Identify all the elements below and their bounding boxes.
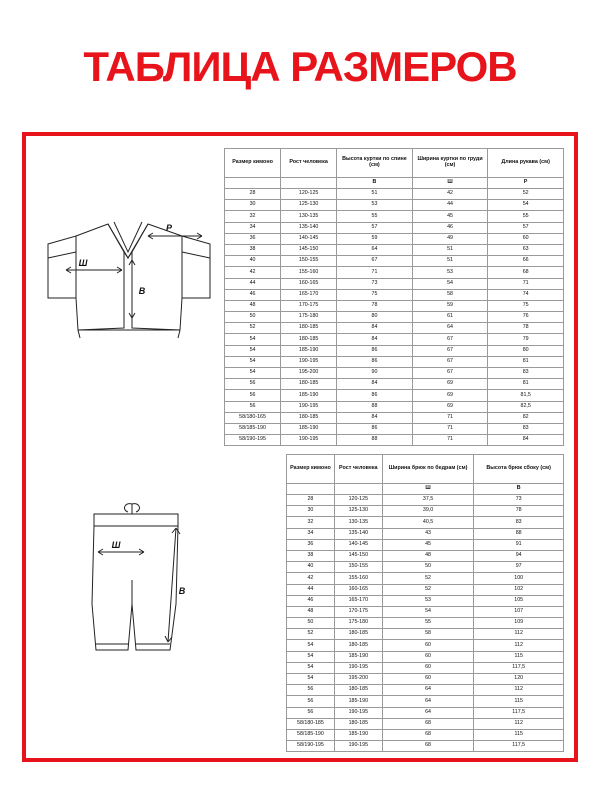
letter-cell: Ш (382, 484, 474, 495)
table-row: 54 190-195 86 67 81 (225, 356, 564, 367)
table-row: 58/185-190 185-190 68 115 (287, 729, 564, 740)
table-row: 56 190-195 64 117,5 (287, 707, 564, 718)
letter-cell: В (337, 178, 413, 189)
pants-block (36, 454, 564, 752)
jacket-label-sleeve: Р (165, 223, 173, 233)
table-row: 28 120-125 37,5 73 (287, 495, 564, 506)
table-row: 38 145-150 64 51 63 (225, 244, 564, 255)
table-row: 32 130-135 55 45 55 (225, 211, 564, 222)
col-header-size: Размер кимоно (225, 149, 281, 178)
pants-label-width: Ш (111, 540, 121, 550)
col-header-height: Рост человека (334, 455, 382, 484)
table-row: 36 140-145 45 91 (287, 539, 564, 550)
table-row: 56 180-185 64 112 (287, 685, 564, 696)
table-row: 50 175-180 80 61 76 (225, 312, 564, 323)
table-row: 44 160-165 73 54 71 (225, 278, 564, 289)
col-header-size: Размер кимоно (287, 455, 335, 484)
table-row: 40 150-155 67 51 66 (225, 256, 564, 267)
table-row-letters (225, 178, 564, 189)
table-row: 54 180-185 60 112 (287, 640, 564, 651)
table-row: 36 140-145 59 49 60 (225, 233, 564, 244)
table-row: 54 185-190 86 67 80 (225, 345, 564, 356)
jacket-table-body (225, 178, 564, 446)
table-row: 56 185-190 64 115 (287, 696, 564, 707)
letter-cell: Р (488, 178, 564, 189)
letter-cell (334, 484, 382, 495)
table-row: 28 120-125 51 42 52 (225, 189, 564, 200)
table-row: 54 180-185 84 67 79 (225, 334, 564, 345)
table-row: 56 190-195 88 69 82,5 (225, 401, 564, 412)
table-row: 40 150-155 50 97 (287, 562, 564, 573)
table-header-row (225, 149, 564, 178)
table-row: 42 155-160 71 53 68 (225, 267, 564, 278)
letter-cell (225, 178, 281, 189)
table-row: 32 130-135 40,5 83 (287, 517, 564, 528)
table-row: 30 125-130 53 44 54 (225, 200, 564, 211)
table-row: 54 195-200 90 67 83 (225, 368, 564, 379)
table-row: 48 170-175 54 107 (287, 606, 564, 617)
letter-cell: В (474, 484, 564, 495)
table-row: 38 145-150 48 94 (287, 550, 564, 561)
letter-cell: Ш (412, 178, 488, 189)
jacket-label-width: Ш (78, 258, 88, 268)
table-row: 52 180-185 84 64 78 (225, 323, 564, 334)
table-row: 34 135-140 57 46 57 (225, 222, 564, 233)
jacket-block (36, 148, 564, 444)
table-row: 58/185-190 185-190 86 71 83 (225, 423, 564, 434)
letter-cell (281, 178, 337, 189)
table-row: 50 175-180 55 109 (287, 618, 564, 629)
table-row: 48 170-175 78 59 75 (225, 300, 564, 311)
table-row-letters (287, 484, 564, 495)
col-header-height: Рост человека (281, 149, 337, 178)
pants-label-height: В (178, 586, 186, 596)
letter-cell (287, 484, 335, 495)
col-header-pants-length: Высота брюк сбоку (см) (474, 455, 564, 484)
jacket-label-height: В (138, 286, 146, 296)
table-row: 46 165-170 75 58 74 (225, 289, 564, 300)
table-header-row (287, 455, 564, 484)
table-row: 58/190-195 190-195 88 71 84 (225, 435, 564, 446)
table-row: 54 190-195 60 117,5 (287, 662, 564, 673)
jacket-diagram (36, 148, 224, 444)
table-row: 52 180-185 58 112 (287, 629, 564, 640)
col-header-jacket-width: Ширина куртки по груди (см) (412, 149, 488, 178)
col-header-sleeve-length: Длина рукава (см) (488, 149, 564, 178)
page-title: ТАБЛИЦА РАЗМЕРОВ (83, 43, 517, 90)
table-row: 56 180-185 84 69 81 (225, 379, 564, 390)
table-row: 58/180-165 180-185 84 71 82 (225, 412, 564, 423)
chart-frame (22, 132, 578, 762)
table-row: 34 135-140 43 88 (287, 528, 564, 539)
table-row: 58/180-185 180-185 68 112 (287, 718, 564, 729)
table-row: 54 195-200 60 120 (287, 674, 564, 685)
table-row: 54 185-190 60 115 (287, 651, 564, 662)
pants-diagram (36, 454, 224, 752)
table-row: 58/190-195 190-195 68 117,5 (287, 741, 564, 752)
jacket-size-table (224, 148, 564, 446)
col-header-jacket-length: Высота куртки по спине (см) (337, 149, 413, 178)
table-row: 30 125-130 39,0 78 (287, 506, 564, 517)
table-row: 42 155-160 52 100 (287, 573, 564, 584)
table-row: 44 160-165 52 102 (287, 584, 564, 595)
table-row: 56 185-190 86 69 81,5 (225, 390, 564, 401)
pants-size-table (286, 454, 564, 752)
table-row: 46 165-170 53 105 (287, 595, 564, 606)
pants-table-body (287, 484, 564, 752)
col-header-pants-width: Ширина брюк по бедрам (см) (382, 455, 474, 484)
